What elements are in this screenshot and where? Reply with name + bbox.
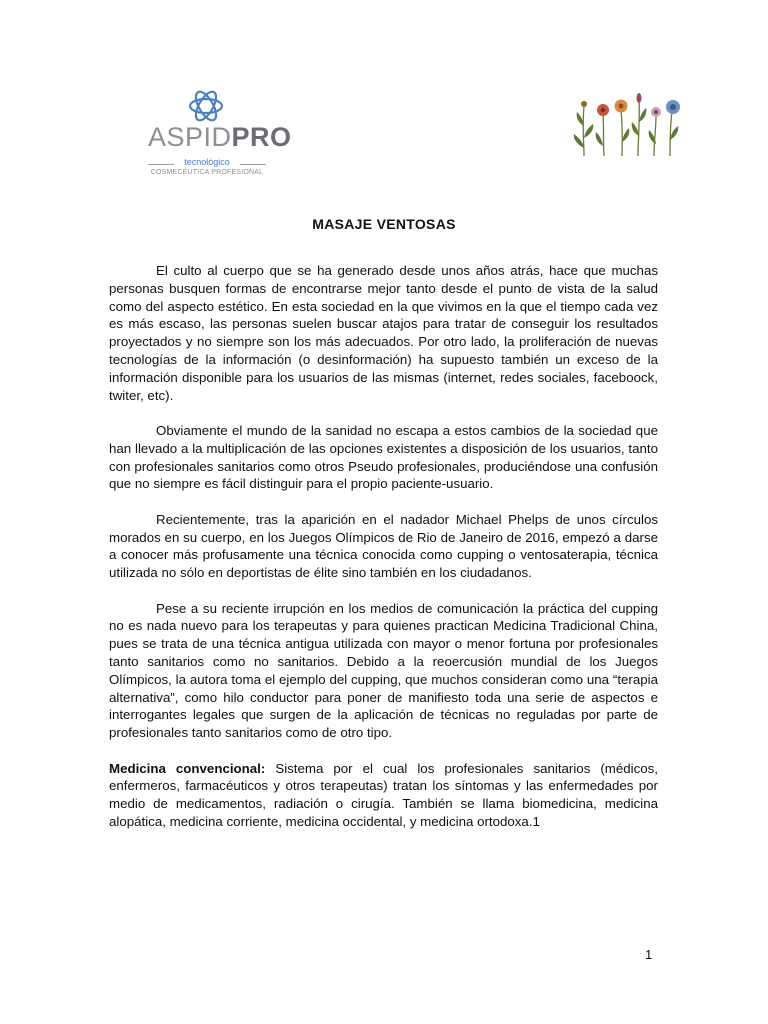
definition-term: Medicina convencional: [109,760,266,776]
logo-brand-bold: PRO [231,122,292,152]
logo-wordmark [148,122,292,152]
logo-brand-light: ASPID [148,122,232,152]
paragraph-intro: El culto al cuerpo que se ha generado desde unos años atrás, hace que muchas personas busquen formas de encontrarse mejor tanto desde el punto de vista de la salud como del aspecto estético. En esta sociedad en la que vivimos en la que el tiempo cada vez es más escaso, las personas suelen buscar atajos para tratar de conseguir los resultados proyectados y no siempre son los más adecuados. Por otro lado, la proliferación de nuevas tecnologías de la información (o desinformación) ha supuesto también un exceso de la información disponible para los usuarios de las mismas (internet, redes sociales, faceboock, twiter, etc). [109,263,658,403]
paragraph-health: Obviamente el mundo de la sanidad no escapa a estos cambios de la sociedad que han llevado a la multiplicación de las opciones existentes a disposición de los usuarios, tanto con profesionales sanitarios como otros Pseudo profesionales, produciéndose una confusión que no siempre es fácil distinguir para el propio paciente-usuario. [109,422,658,492]
document-title: MASAJE VENTOSAS [312,216,456,232]
logo-tagline: tecnológico [184,157,230,167]
paragraph-cupping: Pese a su reciente irrupción en los medios de comunicación la práctica del cupping no es nada nuevo para los terapeutas y para quienes practican Medicina Tradicional China, pues se trata de una técnica antigua utilizada con mayor o menor fortuna por profesionales tanto sanitarios como no sanitarios. Debido a la reoercusión mundial de los Juegos Olímpicos, la autora toma el ejemplo del cupping, que muchos consideran como una “terapia alternativa”, como hilo conductor para poner de manifiesto toda una serie de aspectos e interrogantes legales que surgen de la aplicación de técnicas no reguladas por parte de profesionales tanto sanitarios como de otro tipo. [109,600,658,741]
aspidpro-logo [146,86,292,178]
definition-text: Sistema por el cual los profesionales sanitarios (médicos, enfermeros, farmacéuticos y otros terapeutas) tratan los síntomas y las enfermedades por medio de medicamentos, radiación o cirugía. También se llama biomedicina, medicina alopática, medicina corriente, medicina occidental, y medicina ortodoxa.1 [109,760,658,829]
paragraph-definition [109,760,658,831]
page-number: 1 [645,947,653,962]
logo-subtitle: COSMECÉUTICA PROFESIONAL [150,169,264,176]
document-body [109,262,658,848]
botanical-illustration [570,92,692,158]
paragraph-phelps: Recientemente, tras la aparición en el nadador Michael Phelps de unos círculos morados en su cuerpo, en los Juegos Olímpicos de Rio de Janeiro de 2016, empezó a darse a conocer más profusamente una técnica conocida como cupping o ventosaterapia, técnica utilizada no sólo en deportistas de élite sino también en los ciudadanos. [109,511,658,581]
molecule-logo-icon [186,86,226,126]
